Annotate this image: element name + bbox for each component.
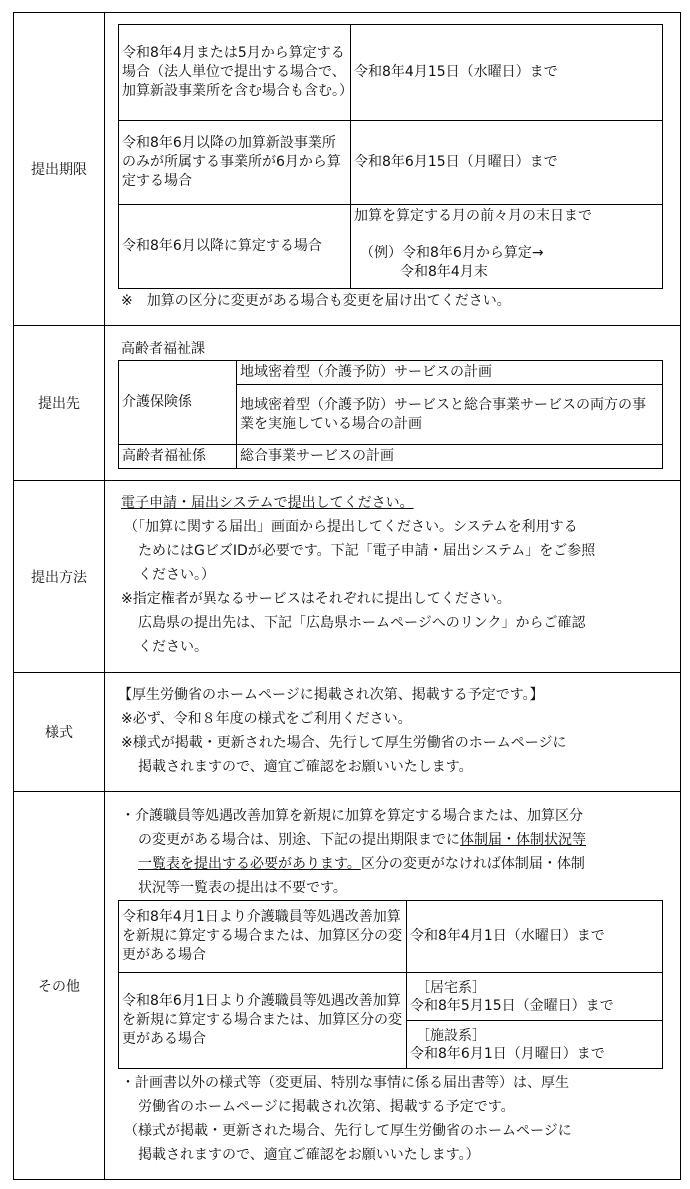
- section-kaigo-item-1: 地域密着型（介護予防）サービスの計画: [237, 361, 663, 385]
- deadline-table: [118, 24, 663, 289]
- row-deadline: [14, 13, 681, 326]
- deadline-condition-3: 令和8年6月以降に算定する場合: [119, 205, 351, 289]
- deadline-condition-1: 令和8年4月または5月から算定する場合（法人単位で提出する場合で、加算新設事業所を含む場合も含む。）: [119, 25, 351, 121]
- row-method: 提出方法 電子申請・届出システムで提出してください。 （「加算に関する届出」画面から提出してください。システムを利用する ためにはGビズIDが必要です。下記「電子申請・届出システム」をご参照 ください。） ※指定権者が異なるサービスはそれぞれに提出してください。 広島県の提出先は、下記「広島県ホームページへのリンク」からご確認 ください。: [14, 481, 681, 673]
- deadline-condition-2: 令和8年6月以降の加算新設事業所のみが所属する事業所が6月から算定する場合: [119, 121, 351, 205]
- other-due-2-facility: ［施設系］ 令和8年6月1日（月曜日）まで: [407, 1021, 663, 1069]
- label-destination: 提出先: [14, 326, 105, 481]
- destination-department: 高齢者福祉課: [121, 341, 205, 357]
- other-deadline-table: [118, 900, 663, 1069]
- deadline-due-2: 令和8年6月15日（月曜日）まで: [351, 121, 663, 205]
- other-condition-1: 令和8年4月1日より介護職員等処遇改善加算を新規に算定する場合または、加算区分の変更がある場合: [119, 901, 407, 973]
- section-kaigo-hoken: 介護保険係: [119, 361, 237, 445]
- deadline-note: ※ 加算の区分に変更がある場合も変更を届け出てください。: [121, 293, 511, 309]
- label-other: その他: [14, 792, 105, 1180]
- info-table: [13, 12, 681, 1180]
- label-method: 提出方法: [14, 481, 105, 673]
- deadline-due-1: 令和8年4月15日（水曜日）まで: [351, 25, 663, 121]
- label-form: 様式: [14, 673, 105, 792]
- other-due-1: 令和8年4月1日（水曜日）まで: [407, 901, 663, 973]
- label-deadline: 提出期限: [14, 13, 105, 326]
- other-condition-2: 令和8年6月1日より介護職員等処遇改善加算を新規に算定する場合または、加算区分の変更がある場合: [119, 973, 407, 1069]
- row-form: 様式 【厚生労働省のホームページに掲載され次第、掲載する予定です。】 ※必ず、令和８年度の様式をご利用ください。 ※様式が掲載・更新された場合、先行して厚生労働省のホームページに 掲載されますので、適宜ご確認をお願いいたします。: [14, 673, 681, 792]
- row-other: その他 ・介護職員等処遇改善加算を新規に加算を算定する場合または、加算区分 の変更がある場合は、別途、下記の提出期限までに体制届・体制状況等 一覧表を提出する必要があります。区分の変更がなければ体制届・体制 状況等一覧表の提出は不要です。 令和8年4月1日より介護職員等処遇改善加算を新規に算定する場合または、加算区分の変更がある場合 令和8年4月1日（水曜日）まで 令和8年6月1日より介護職員等処遇改善加算を新規に算定する場合または、加算区分の変更がある場合 ［居宅系］ 令和8年5月15日（金曜日）まで ［施設系］ 令和8年6月1日（月曜日）まで ・計画書以外の様式等（変更届、特別な事情に係る届出書等）は、厚生 労働省のホームページに掲載され次第、掲載する予定です。 （様式が掲載・更新された場合、先行して厚生労働省のホームページに 掲載されますので、適宜ご確認をお願いいたします。）: [14, 792, 681, 1180]
- method-heading: 電子申請・届出システムで提出してください。: [121, 495, 414, 511]
- section-koreisha-item-1: 総合事業サービスの計画: [237, 445, 663, 469]
- destination-table: [118, 360, 663, 469]
- row-destination: [14, 326, 681, 481]
- deadline-due-3: 加算を算定する月の前々月の末日まで （例）令和8年6月から算定→ 令和8年4月末: [351, 205, 663, 289]
- section-kaigo-item-2: 地域密着型（介護予防）サービスと総合事業サービスの両方の事業を実施している場合の計画: [237, 385, 663, 445]
- other-due-2-home: ［居宅系］ 令和8年5月15日（金曜日）まで: [407, 973, 663, 1021]
- section-koreisha: 高齢者福祉係: [119, 445, 237, 469]
